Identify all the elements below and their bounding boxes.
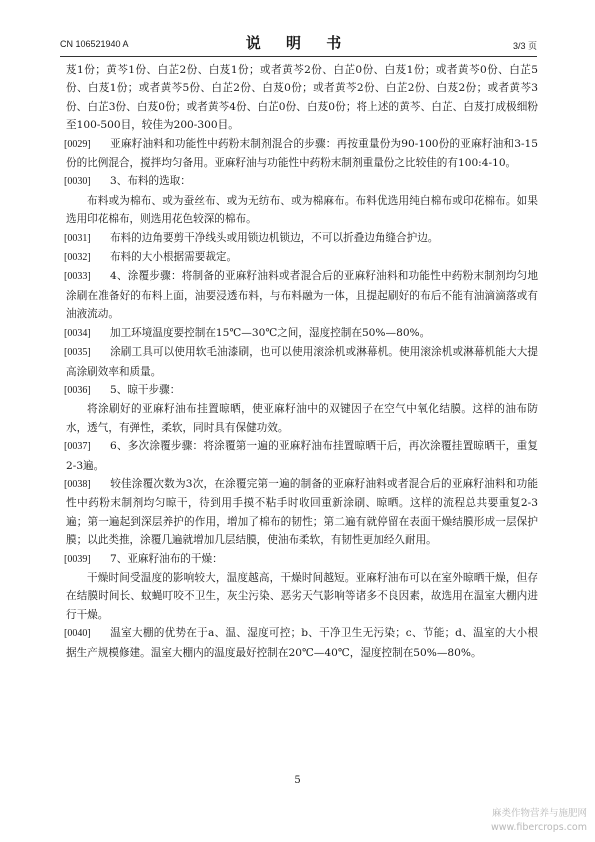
- page-number: 5: [294, 775, 301, 786]
- paragraph-0034: [66, 324, 538, 343]
- paragraph-number: [0034]: [64, 327, 91, 339]
- paragraph-text: 7、亚麻籽油布的干燥：: [110, 552, 223, 565]
- page-of-total: 3/3 页: [512, 41, 537, 51]
- paragraph-text: 布料或为棉布、或为蚕丝布、或为无纺布、或为棉麻布。布料优选用纯白棉布或印花棉布。如果选用印花棉布，则选用花色较深的棉布。: [66, 194, 538, 226]
- paragraph-number: [0029]: [64, 138, 91, 150]
- watermark-line-1: 麻类作物营养与施肥网: [491, 808, 587, 819]
- header-rule: [60, 56, 537, 57]
- paragraph-text: 3、布料的选取：: [110, 175, 191, 188]
- paragraph-text: 将涂刷好的亚麻籽油布挂置晾晒，使亚麻籽油中的双键因子在空气中氧化结膜。这样的油布防水，透气，有弹性，柔软，同时具有保健功效。: [66, 403, 538, 434]
- paragraph-0036: [66, 381, 538, 400]
- publication-number: CN 106521940 A: [60, 39, 129, 49]
- paragraph-fabric: [66, 192, 538, 229]
- paragraph-0031: [66, 229, 538, 248]
- paragraph-text: 6、多次涂覆步骤：将涂覆第一遍的亚麻籽油布挂置晾晒干后，再次涂覆挂置晾晒干，重复2-3遍。: [66, 440, 538, 472]
- paragraph-0037: [66, 437, 538, 475]
- paragraph-0039: [66, 550, 538, 569]
- paragraph-0033: [66, 267, 538, 323]
- paragraph-number: [0039]: [64, 553, 91, 565]
- paragraph-text: 涂刷工具可以使用软毛油漆刷，也可以使用滚涂机或淋幕机。使用滚涂机或淋幕机能大大提高涂刷效率和质量。: [66, 346, 538, 378]
- paragraph-number: [0031]: [64, 232, 91, 244]
- paragraph-number: [0030]: [64, 176, 91, 188]
- paragraph-text: 较佳涂覆次数为3次，在涂覆完第一遍的制备的亚麻籽油料或者混合后的亚麻籽油料和功能性中药粉末制剂均匀晾干，待到用手摸不粘手时收回重新涂刷、晾晒。这样的流程总共要重复2-3遍；第一遍起到深层养护的作用，增加了棉布的韧性；第二遍有就停留在表面干燥结膜形成一层保护膜；以此类推，涂覆几遍就增加几层结膜，使油布柔软，有韧性更加经久耐用。: [66, 477, 538, 547]
- watermark-line-2: www.fibercrops.com: [490, 822, 587, 833]
- page-header: [60, 32, 537, 56]
- paragraph-text: 干燥时间受温度的影响较大，温度越高，干燥时间越短。亚麻籽油布可以在室外晾晒干燥，但存在结膜时间长、蚊蝇叮咬不卫生，灰尘污染、恶劣天气影响等诸多不良因素，故选用在温室大棚内进行干燥。: [66, 571, 538, 621]
- document-body: [66, 61, 538, 662]
- paragraph-text: 温室大棚的优势在于a、温、湿度可控；b、干净卫生无污染；c、节能；d、温室的大小根据生产规模修建。温室大棚内的温度最好控制在20℃—40℃，湿度控制在50%—80%。: [66, 627, 538, 659]
- site-watermark: [491, 807, 587, 835]
- paragraph-text: 加工环境温度要控制在15℃—30℃之间，湿度控制在50%—80%。: [110, 326, 431, 339]
- paragraph-number: [0032]: [64, 252, 91, 264]
- paragraph-greenhouse-drying: [66, 569, 538, 624]
- paragraph-0030: [66, 172, 538, 191]
- paragraph-0029: [66, 135, 538, 173]
- paragraph-number: [0036]: [64, 384, 91, 396]
- paragraph-number: [0035]: [64, 347, 91, 359]
- paragraph-text: 5、晾干步骤：: [110, 383, 181, 396]
- paragraph-0032: [66, 248, 538, 267]
- paragraph-text: 芨1份；黄芩1份、白芷2份、白芨1份；或者黄芩2份、白芷0份、白芨1份；或者黄芩0份、白芷5份、白芨1份；或者黄芩5份、白芷2份、白芨0份；或者黄芩2份、白芷2份、白芨2份；或者黄芩3份、白芷3份、白芨0份；或者黄芩4份、白芷0份、白芨0份；将上述的黄芩、白芷、白芨打成极细粉至100-500目，较佳为200-300目。: [66, 64, 538, 132]
- paragraph-text: 亚麻籽油料和功能性中药粉末制剂混合的步骤：再按重量份为90-100份的亚麻籽油和3-15份的比例混合，搅拌均匀备用。亚麻籽油与功能性中药粉末制剂重量份之比较佳的有100:4-10。: [66, 137, 538, 170]
- paragraph-number: [0037]: [64, 441, 91, 453]
- paragraph-number: [0033]: [64, 271, 91, 283]
- paragraph-text: 布料的大小根据需要裁定。: [110, 251, 238, 264]
- paragraph-0040: [66, 624, 538, 662]
- paragraph-text: 4、涂覆步骤：将制备的亚麻籽油料或者混合后的亚麻籽油料和功能性中药粉末制剂均匀地涂刷在准备好的布料上面，油要浸透布料，与布料融为一体，且提起刷好的布后不能有油滴滴落或有油液流动。: [66, 270, 538, 321]
- paragraph-number: [0040]: [64, 628, 91, 640]
- paragraph-drying-desc: [66, 400, 538, 437]
- paragraph-continued: [66, 61, 538, 135]
- document-title: 说 明 书: [245, 34, 352, 52]
- paragraph-number: [0038]: [64, 478, 91, 490]
- paragraph-0038: [66, 475, 538, 550]
- paragraph-0035: [66, 343, 538, 381]
- paragraph-text: 布料的边角要剪干净线头或用锁边机锁边，不可以折叠边角缝合护边。: [110, 231, 439, 244]
